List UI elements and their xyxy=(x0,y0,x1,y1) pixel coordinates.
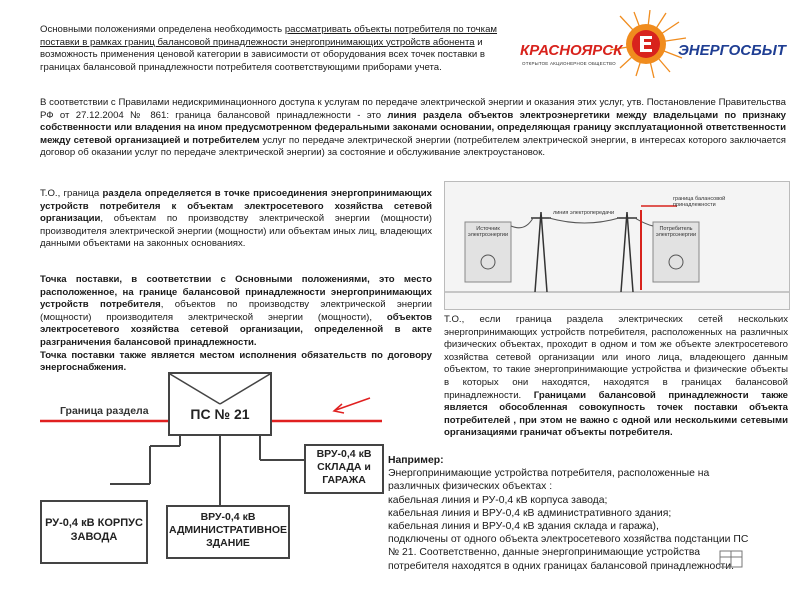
photo-boundary-label: граница балансовой принадлежности xyxy=(673,196,726,208)
logo-subtitle: ОТКРЫТОЕ АКЦИОНЕРНОЕ ОБЩЕСТВО xyxy=(522,61,616,66)
ru-plant-box xyxy=(40,500,148,564)
example-line: потребителя находятся в одних границах балансовой принадлежности. xyxy=(388,560,734,572)
delivery-bold-2: объектов электросетевого хозяйства сетевой организации, определенной в акте разграничения балансовой принадлежности. xyxy=(40,311,432,348)
several-consumers-paragraph xyxy=(444,314,788,440)
several-bold: Границами балансовой принадлежности также является обособленная совокупность точек поставки объекта потребителей , при этом не важно с одной или несколькими сетевыми организациями граничат объекты потребителя. xyxy=(444,389,788,439)
rules-text-start: В соответствии с Правилами недискриминационного доступа к услугам по передаче электрической энергии и оказания этих услуг, утв. Постановление Правительства РФ от 27.12.2004 № 861: граница балансовой принадлежности - это xyxy=(40,97,786,121)
ru-plant-label: РУ-0,4 кВ КОРПУС ЗАВОДА xyxy=(45,517,143,543)
boundary-text-start: Т.О., граница xyxy=(40,188,103,199)
intro-text-start: Основными положениями определена необходимость xyxy=(40,24,285,35)
intro-text-end: и возможность применения ценовой категории в зависимости от оборудования всех точек поставки в границах балансовой принадлежности потребителя соответствующими приборами учета. xyxy=(40,36,485,73)
delivery-point-paragraph xyxy=(40,274,432,375)
example-line: различных физических объектах : xyxy=(388,481,553,493)
example-line: Энергопринимающие устройства потребителя, расположенные на xyxy=(388,468,710,480)
example-line: подключены от одного объекта электросетевого хозяйства подстанции ПС xyxy=(388,534,749,546)
rules-text-end: услуг по передаче электрической энергии (потребителем электрической энергии, в интересах которого заключается договор об оказании услуг по передаче электрической энергии) за состояние и обслуживание электроустановок. xyxy=(40,134,786,159)
vru-storage-label: ВРУ-0,4 кВ СКЛАДА и ГАРАЖА xyxy=(316,448,372,486)
rules-paragraph xyxy=(40,97,786,160)
substation-diagonals xyxy=(170,374,270,434)
company-logo xyxy=(516,10,786,78)
delivery-bold-1: Точка поставки, в соответствии с Основными положениями, это место расположенное, на границе балансовой принадлежности энергопринимающих устройств потребителя xyxy=(40,274,432,311)
scheme-boundary-label: Граница раздела xyxy=(60,405,149,417)
boundary-bold: раздела определяется в точке присоединения энергопринимающих устройств потребителя к объектам электросетевого хозяйства сетевой организации xyxy=(40,188,433,225)
vru-admin-label: ВРУ-0,4 кВ АДМИНИСТРАТИВНОЕ ЗДАНИЕ xyxy=(168,511,288,549)
example-line: № 21. Соответственно, данные энергопринимающие устройства xyxy=(388,547,701,559)
rules-bold-definition: линия раздела объектов электроэнергетики между владельцами по признаку собственности или владения на ином предусмотренном федеральными законами основании, определяющая границу эксплуатационной ответственности между сетевой организацией и потребителем xyxy=(40,109,786,146)
vru-storage-box xyxy=(304,444,384,494)
intro-paragraph xyxy=(40,24,504,74)
example-line: кабельная линия и ВРУ-0,4 кВ здания склада и гаража), xyxy=(388,521,659,533)
example-line: кабельная линия и РУ-0,4 кВ корпуса завода; xyxy=(388,494,608,506)
intro-underlined: рассматривать объекты потребителя по точкам поставки в рамках границ балансовой принадлежности энергопринимающих устройств абонента xyxy=(40,24,498,48)
boundary-text-end: , объектам по производству электрической энергии (мощности) производителя электрической энергии (мощности) или объектам иных лиц, владеющих данными объектами на законных основаниях. xyxy=(40,213,432,250)
delivery-text: , объектов по производству электрической энергии (мощности) производителя электрической энергии (мощности), xyxy=(40,299,432,323)
example-title: Например: xyxy=(388,455,444,466)
several-text: Т.О., если граница раздела электрических сетей нескольких энергопринимающих устройств потребителя, расположенных на различных физических объектах, проходит в одном и том же объекте электросетевого хозяйства сетевой организации или иного лица, владеющего данным объектом, то такие энергопринимающие устройства и физические объекты в которых они находятся, находятся в границах балансовой принадлежности. xyxy=(444,314,788,401)
building-icon xyxy=(718,545,744,569)
substation-box xyxy=(168,372,272,436)
photo-line-label: линия электропередачи xyxy=(553,210,615,216)
substation-label: ПС № 21 xyxy=(190,406,250,422)
photo-consumer-label: Потребитель электроэнергии xyxy=(655,226,697,238)
logo-word-krasnoyarsk: КРАСНОЯРСК xyxy=(520,42,623,59)
vru-admin-box xyxy=(166,505,290,559)
logo-word-energosbyt: ЭНЕРГОСБЫТ xyxy=(678,42,786,59)
power-line-illustration xyxy=(444,181,790,310)
example-line: кабельная линия и ВРУ-0,4 кВ административного здания; xyxy=(388,507,672,519)
boundary-paragraph xyxy=(40,188,432,251)
photo-source-label: Источник электроэнергии xyxy=(467,226,509,238)
delivery-bold-3: Точка поставки также является местом исполнения обязательств по договору энергоснабжения. xyxy=(40,349,432,374)
